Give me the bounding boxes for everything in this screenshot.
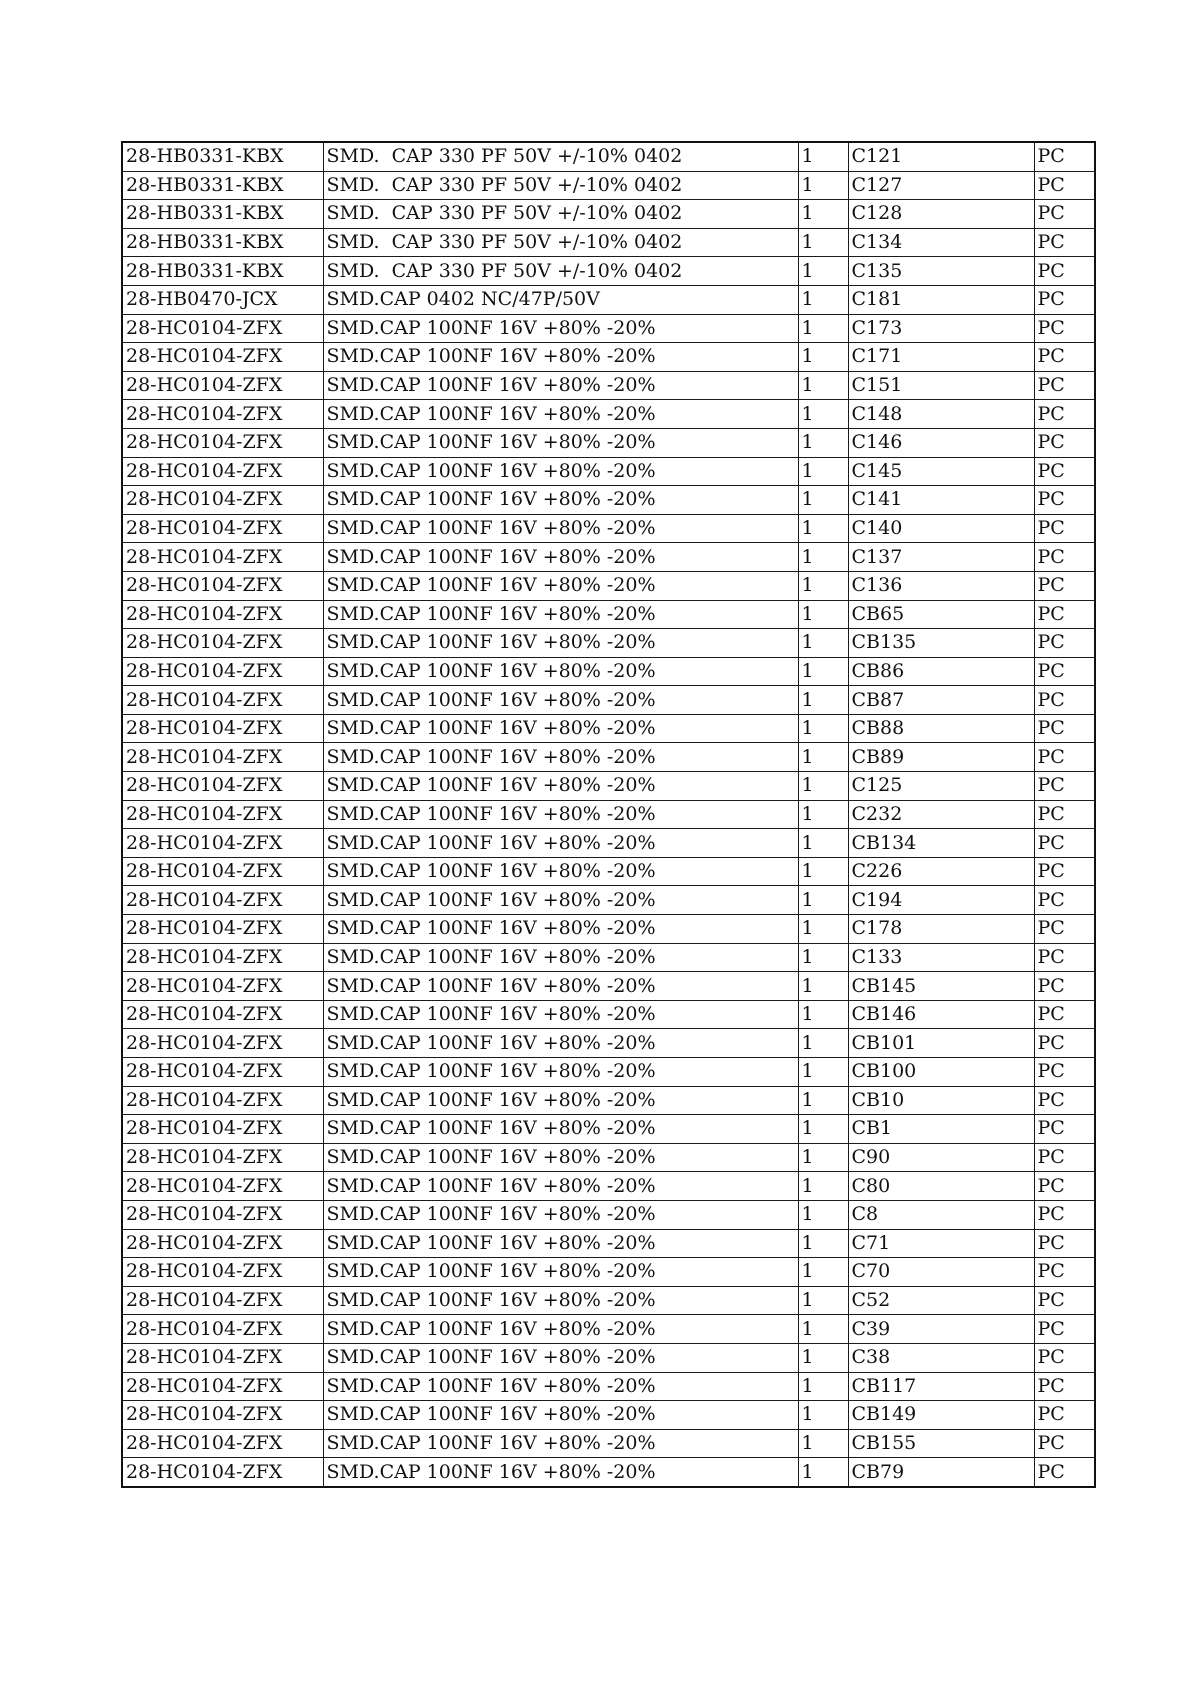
reference-designator-cell: C136 (848, 571, 1034, 600)
unit-cell: PC (1034, 486, 1095, 515)
part-number-cell: 28-HC0104-ZFX (122, 1115, 323, 1144)
quantity-cell: 1 (798, 972, 848, 1001)
part-number-cell: 28-HB0331-KBX (122, 142, 323, 171)
reference-designator-cell: C173 (848, 314, 1034, 343)
unit-cell: PC (1034, 686, 1095, 715)
table-row (122, 486, 1095, 515)
quantity-cell: 1 (798, 1115, 848, 1144)
table-row (122, 1372, 1095, 1401)
description-cell: SMD.CAP 100NF 16V +80% -20% (323, 1143, 798, 1172)
unit-cell: PC (1034, 543, 1095, 572)
table-row (122, 857, 1095, 886)
description-cell: SMD.CAP 100NF 16V +80% -20% (323, 1029, 798, 1058)
unit-cell: PC (1034, 600, 1095, 629)
description-cell: SMD.CAP 100NF 16V +80% -20% (323, 943, 798, 972)
description-cell: SMD. CAP 330 PF 50V +/-10% 0402 (323, 142, 798, 171)
quantity-cell: 1 (798, 257, 848, 286)
table-row (122, 1172, 1095, 1201)
reference-designator-cell: CB79 (848, 1458, 1034, 1487)
part-number-cell: 28-HC0104-ZFX (122, 629, 323, 658)
description-cell: SMD.CAP 100NF 16V +80% -20% (323, 1058, 798, 1087)
description-cell: SMD.CAP 100NF 16V +80% -20% (323, 600, 798, 629)
quantity-cell: 1 (798, 486, 848, 515)
table-row (122, 343, 1095, 372)
reference-designator-cell: CB88 (848, 714, 1034, 743)
reference-designator-cell: C171 (848, 343, 1034, 372)
unit-cell: PC (1034, 285, 1095, 314)
table-row (122, 743, 1095, 772)
description-cell: SMD.CAP 100NF 16V +80% -20% (323, 1315, 798, 1344)
unit-cell: PC (1034, 343, 1095, 372)
table-row (122, 543, 1095, 572)
table-row (122, 514, 1095, 543)
bom-table (121, 141, 1096, 1488)
description-cell: SMD.CAP 100NF 16V +80% -20% (323, 1172, 798, 1201)
description-cell: SMD.CAP 100NF 16V +80% -20% (323, 743, 798, 772)
part-number-cell: 28-HC0104-ZFX (122, 886, 323, 915)
description-cell: SMD.CAP 100NF 16V +80% -20% (323, 629, 798, 658)
description-cell: SMD. CAP 330 PF 50V +/-10% 0402 (323, 257, 798, 286)
unit-cell: PC (1034, 1172, 1095, 1201)
quantity-cell: 1 (798, 1000, 848, 1029)
unit-cell: PC (1034, 571, 1095, 600)
quantity-cell: 1 (798, 1058, 848, 1087)
table-row (122, 800, 1095, 829)
unit-cell: PC (1034, 886, 1095, 915)
reference-designator-cell: CB101 (848, 1029, 1034, 1058)
quantity-cell: 1 (798, 1458, 848, 1487)
unit-cell: PC (1034, 1115, 1095, 1144)
table-row (122, 772, 1095, 801)
part-number-cell: 28-HB0331-KBX (122, 200, 323, 229)
reference-designator-cell: CB149 (848, 1401, 1034, 1430)
quantity-cell: 1 (798, 772, 848, 801)
description-cell: SMD.CAP 100NF 16V +80% -20% (323, 1086, 798, 1115)
description-cell: SMD.CAP 100NF 16V +80% -20% (323, 686, 798, 715)
table-row (122, 200, 1095, 229)
table-row (122, 1143, 1095, 1172)
quantity-cell: 1 (798, 428, 848, 457)
table-row (122, 600, 1095, 629)
part-number-cell: 28-HC0104-ZFX (122, 428, 323, 457)
part-number-cell: 28-HC0104-ZFX (122, 829, 323, 858)
part-number-cell: 28-HC0104-ZFX (122, 1343, 323, 1372)
part-number-cell: 28-HC0104-ZFX (122, 1429, 323, 1458)
table-row (122, 657, 1095, 686)
quantity-cell: 1 (798, 228, 848, 257)
part-number-cell: 28-HC0104-ZFX (122, 972, 323, 1001)
table-row (122, 1086, 1095, 1115)
unit-cell: PC (1034, 457, 1095, 486)
description-cell: SMD.CAP 100NF 16V +80% -20% (323, 972, 798, 1001)
table-row (122, 285, 1095, 314)
table-row (122, 886, 1095, 915)
quantity-cell: 1 (798, 829, 848, 858)
unit-cell: PC (1034, 314, 1095, 343)
reference-designator-cell: C145 (848, 457, 1034, 486)
quantity-cell: 1 (798, 1372, 848, 1401)
description-cell: SMD.CAP 100NF 16V +80% -20% (323, 1286, 798, 1315)
part-number-cell: 28-HC0104-ZFX (122, 943, 323, 972)
description-cell: SMD.CAP 100NF 16V +80% -20% (323, 657, 798, 686)
table-row (122, 1458, 1095, 1487)
reference-designator-cell: CB65 (848, 600, 1034, 629)
unit-cell: PC (1034, 1000, 1095, 1029)
part-number-cell: 28-HC0104-ZFX (122, 314, 323, 343)
bom-table-body (122, 142, 1095, 1487)
reference-designator-cell: C232 (848, 800, 1034, 829)
reference-designator-cell: CB87 (848, 686, 1034, 715)
table-row (122, 943, 1095, 972)
part-number-cell: 28-HB0331-KBX (122, 228, 323, 257)
quantity-cell: 1 (798, 1286, 848, 1315)
unit-cell: PC (1034, 428, 1095, 457)
description-cell: SMD.CAP 100NF 16V +80% -20% (323, 1429, 798, 1458)
part-number-cell: 28-HC0104-ZFX (122, 857, 323, 886)
quantity-cell: 1 (798, 857, 848, 886)
quantity-cell: 1 (798, 1086, 848, 1115)
table-row (122, 1000, 1095, 1029)
description-cell: SMD.CAP 100NF 16V +80% -20% (323, 1000, 798, 1029)
unit-cell: PC (1034, 1372, 1095, 1401)
description-cell: SMD.CAP 100NF 16V +80% -20% (323, 1258, 798, 1287)
quantity-cell: 1 (798, 400, 848, 429)
part-number-cell: 28-HC0104-ZFX (122, 1029, 323, 1058)
part-number-cell: 28-HC0104-ZFX (122, 772, 323, 801)
quantity-cell: 1 (798, 1429, 848, 1458)
description-cell: SMD.CAP 100NF 16V +80% -20% (323, 857, 798, 886)
part-number-cell: 28-HC0104-ZFX (122, 514, 323, 543)
table-row (122, 371, 1095, 400)
unit-cell: PC (1034, 1086, 1095, 1115)
quantity-cell: 1 (798, 1200, 848, 1229)
part-number-cell: 28-HC0104-ZFX (122, 743, 323, 772)
reference-designator-cell: C134 (848, 228, 1034, 257)
table-row (122, 915, 1095, 944)
description-cell: SMD.CAP 100NF 16V +80% -20% (323, 457, 798, 486)
reference-designator-cell: C80 (848, 1172, 1034, 1201)
part-number-cell: 28-HC0104-ZFX (122, 343, 323, 372)
unit-cell: PC (1034, 1458, 1095, 1487)
part-number-cell: 28-HC0104-ZFX (122, 1200, 323, 1229)
table-row (122, 571, 1095, 600)
reference-designator-cell: C148 (848, 400, 1034, 429)
part-number-cell: 28-HC0104-ZFX (122, 1286, 323, 1315)
reference-designator-cell: CB117 (848, 1372, 1034, 1401)
unit-cell: PC (1034, 400, 1095, 429)
quantity-cell: 1 (798, 571, 848, 600)
part-number-cell: 28-HC0104-ZFX (122, 486, 323, 515)
reference-designator-cell: C38 (848, 1343, 1034, 1372)
part-number-cell: 28-HC0104-ZFX (122, 686, 323, 715)
table-row (122, 629, 1095, 658)
quantity-cell: 1 (798, 800, 848, 829)
table-row (122, 1258, 1095, 1287)
reference-designator-cell: CB134 (848, 829, 1034, 858)
part-number-cell: 28-HC0104-ZFX (122, 1058, 323, 1087)
description-cell: SMD. CAP 330 PF 50V +/-10% 0402 (323, 171, 798, 200)
table-row (122, 257, 1095, 286)
quantity-cell: 1 (798, 285, 848, 314)
reference-designator-cell: CB10 (848, 1086, 1034, 1115)
table-row (122, 1401, 1095, 1430)
unit-cell: PC (1034, 829, 1095, 858)
part-number-cell: 28-HC0104-ZFX (122, 1229, 323, 1258)
table-row (122, 1200, 1095, 1229)
unit-cell: PC (1034, 171, 1095, 200)
table-row (122, 171, 1095, 200)
table-row (122, 457, 1095, 486)
quantity-cell: 1 (798, 915, 848, 944)
reference-designator-cell: C70 (848, 1258, 1034, 1287)
quantity-cell: 1 (798, 343, 848, 372)
unit-cell: PC (1034, 1143, 1095, 1172)
reference-designator-cell: C121 (848, 142, 1034, 171)
reference-designator-cell: C128 (848, 200, 1034, 229)
quantity-cell: 1 (798, 1229, 848, 1258)
quantity-cell: 1 (798, 1029, 848, 1058)
table-row (122, 228, 1095, 257)
part-number-cell: 28-HC0104-ZFX (122, 915, 323, 944)
unit-cell: PC (1034, 943, 1095, 972)
reference-designator-cell: C52 (848, 1286, 1034, 1315)
reference-designator-cell: CB145 (848, 972, 1034, 1001)
part-number-cell: 28-HC0104-ZFX (122, 371, 323, 400)
quantity-cell: 1 (798, 1401, 848, 1430)
description-cell: SMD.CAP 100NF 16V +80% -20% (323, 1115, 798, 1144)
table-row (122, 1115, 1095, 1144)
unit-cell: PC (1034, 972, 1095, 1001)
description-cell: SMD.CAP 100NF 16V +80% -20% (323, 543, 798, 572)
quantity-cell: 1 (798, 886, 848, 915)
reference-designator-cell: C137 (848, 543, 1034, 572)
quantity-cell: 1 (798, 600, 848, 629)
unit-cell: PC (1034, 1286, 1095, 1315)
table-row (122, 1315, 1095, 1344)
reference-designator-cell: C181 (848, 285, 1034, 314)
description-cell: SMD.CAP 100NF 16V +80% -20% (323, 371, 798, 400)
description-cell: SMD.CAP 100NF 16V +80% -20% (323, 829, 798, 858)
description-cell: SMD.CAP 100NF 16V +80% -20% (323, 1229, 798, 1258)
quantity-cell: 1 (798, 1343, 848, 1372)
reference-designator-cell: CB100 (848, 1058, 1034, 1087)
part-number-cell: 28-HC0104-ZFX (122, 543, 323, 572)
reference-designator-cell: C125 (848, 772, 1034, 801)
description-cell: SMD.CAP 100NF 16V +80% -20% (323, 772, 798, 801)
unit-cell: PC (1034, 714, 1095, 743)
reference-designator-cell: C8 (848, 1200, 1034, 1229)
unit-cell: PC (1034, 857, 1095, 886)
description-cell: SMD.CAP 100NF 16V +80% -20% (323, 1343, 798, 1372)
table-row (122, 1429, 1095, 1458)
description-cell: SMD.CAP 100NF 16V +80% -20% (323, 314, 798, 343)
table-row (122, 1229, 1095, 1258)
table-row (122, 314, 1095, 343)
description-cell: SMD.CAP 100NF 16V +80% -20% (323, 800, 798, 829)
quantity-cell: 1 (798, 686, 848, 715)
description-cell: SMD.CAP 0402 NC/47P/50V (323, 285, 798, 314)
quantity-cell: 1 (798, 1172, 848, 1201)
unit-cell: PC (1034, 1315, 1095, 1344)
description-cell: SMD.CAP 100NF 16V +80% -20% (323, 714, 798, 743)
table-row (122, 1058, 1095, 1087)
reference-designator-cell: C178 (848, 915, 1034, 944)
unit-cell: PC (1034, 1429, 1095, 1458)
reference-designator-cell: C151 (848, 371, 1034, 400)
description-cell: SMD. CAP 330 PF 50V +/-10% 0402 (323, 200, 798, 229)
part-number-cell: 28-HC0104-ZFX (122, 457, 323, 486)
reference-designator-cell: C71 (848, 1229, 1034, 1258)
quantity-cell: 1 (798, 514, 848, 543)
part-number-cell: 28-HC0104-ZFX (122, 1000, 323, 1029)
description-cell: SMD. CAP 330 PF 50V +/-10% 0402 (323, 228, 798, 257)
part-number-cell: 28-HC0104-ZFX (122, 1172, 323, 1201)
unit-cell: PC (1034, 257, 1095, 286)
reference-designator-cell: C141 (848, 486, 1034, 515)
unit-cell: PC (1034, 1029, 1095, 1058)
reference-designator-cell: CB89 (848, 743, 1034, 772)
part-number-cell: 28-HC0104-ZFX (122, 1458, 323, 1487)
bom-sheet (121, 141, 1096, 1488)
reference-designator-cell: C140 (848, 514, 1034, 543)
unit-cell: PC (1034, 1343, 1095, 1372)
quantity-cell: 1 (798, 1143, 848, 1172)
table-row (122, 142, 1095, 171)
unit-cell: PC (1034, 142, 1095, 171)
unit-cell: PC (1034, 915, 1095, 944)
quantity-cell: 1 (798, 1315, 848, 1344)
quantity-cell: 1 (798, 142, 848, 171)
part-number-cell: 28-HC0104-ZFX (122, 657, 323, 686)
part-number-cell: 28-HC0104-ZFX (122, 1143, 323, 1172)
quantity-cell: 1 (798, 371, 848, 400)
unit-cell: PC (1034, 1200, 1095, 1229)
table-row (122, 829, 1095, 858)
description-cell: SMD.CAP 100NF 16V +80% -20% (323, 915, 798, 944)
reference-designator-cell: C194 (848, 886, 1034, 915)
table-row (122, 972, 1095, 1001)
reference-designator-cell: C135 (848, 257, 1034, 286)
description-cell: SMD.CAP 100NF 16V +80% -20% (323, 571, 798, 600)
reference-designator-cell: C90 (848, 1143, 1034, 1172)
quantity-cell: 1 (798, 200, 848, 229)
part-number-cell: 28-HC0104-ZFX (122, 1258, 323, 1287)
table-row (122, 1286, 1095, 1315)
description-cell: SMD.CAP 100NF 16V +80% -20% (323, 1458, 798, 1487)
part-number-cell: 28-HC0104-ZFX (122, 400, 323, 429)
unit-cell: PC (1034, 772, 1095, 801)
table-row (122, 1029, 1095, 1058)
part-number-cell: 28-HC0104-ZFX (122, 571, 323, 600)
unit-cell: PC (1034, 657, 1095, 686)
unit-cell: PC (1034, 514, 1095, 543)
unit-cell: PC (1034, 1258, 1095, 1287)
reference-designator-cell: CB1 (848, 1115, 1034, 1144)
part-number-cell: 28-HC0104-ZFX (122, 600, 323, 629)
quantity-cell: 1 (798, 457, 848, 486)
description-cell: SMD.CAP 100NF 16V +80% -20% (323, 514, 798, 543)
description-cell: SMD.CAP 100NF 16V +80% -20% (323, 1401, 798, 1430)
quantity-cell: 1 (798, 714, 848, 743)
unit-cell: PC (1034, 629, 1095, 658)
part-number-cell: 28-HC0104-ZFX (122, 1086, 323, 1115)
reference-designator-cell: C127 (848, 171, 1034, 200)
quantity-cell: 1 (798, 943, 848, 972)
quantity-cell: 1 (798, 171, 848, 200)
unit-cell: PC (1034, 228, 1095, 257)
description-cell: SMD.CAP 100NF 16V +80% -20% (323, 400, 798, 429)
description-cell: SMD.CAP 100NF 16V +80% -20% (323, 486, 798, 515)
description-cell: SMD.CAP 100NF 16V +80% -20% (323, 1200, 798, 1229)
unit-cell: PC (1034, 1058, 1095, 1087)
unit-cell: PC (1034, 743, 1095, 772)
part-number-cell: 28-HB0470-JCX (122, 285, 323, 314)
table-row (122, 714, 1095, 743)
reference-designator-cell: C133 (848, 943, 1034, 972)
description-cell: SMD.CAP 100NF 16V +80% -20% (323, 1372, 798, 1401)
table-row (122, 400, 1095, 429)
part-number-cell: 28-HC0104-ZFX (122, 714, 323, 743)
reference-designator-cell: CB155 (848, 1429, 1034, 1458)
reference-designator-cell: CB146 (848, 1000, 1034, 1029)
quantity-cell: 1 (798, 743, 848, 772)
description-cell: SMD.CAP 100NF 16V +80% -20% (323, 343, 798, 372)
unit-cell: PC (1034, 1401, 1095, 1430)
description-cell: SMD.CAP 100NF 16V +80% -20% (323, 428, 798, 457)
description-cell: SMD.CAP 100NF 16V +80% -20% (323, 886, 798, 915)
quantity-cell: 1 (798, 629, 848, 658)
reference-designator-cell: C226 (848, 857, 1034, 886)
unit-cell: PC (1034, 1229, 1095, 1258)
table-row (122, 686, 1095, 715)
table-row (122, 428, 1095, 457)
part-number-cell: 28-HC0104-ZFX (122, 800, 323, 829)
part-number-cell: 28-HB0331-KBX (122, 257, 323, 286)
part-number-cell: 28-HC0104-ZFX (122, 1315, 323, 1344)
quantity-cell: 1 (798, 314, 848, 343)
part-number-cell: 28-HC0104-ZFX (122, 1401, 323, 1430)
unit-cell: PC (1034, 371, 1095, 400)
reference-designator-cell: C39 (848, 1315, 1034, 1344)
table-row (122, 1343, 1095, 1372)
unit-cell: PC (1034, 200, 1095, 229)
unit-cell: PC (1034, 800, 1095, 829)
part-number-cell: 28-HB0331-KBX (122, 171, 323, 200)
quantity-cell: 1 (798, 657, 848, 686)
reference-designator-cell: CB86 (848, 657, 1034, 686)
quantity-cell: 1 (798, 543, 848, 572)
reference-designator-cell: CB135 (848, 629, 1034, 658)
reference-designator-cell: C146 (848, 428, 1034, 457)
part-number-cell: 28-HC0104-ZFX (122, 1372, 323, 1401)
quantity-cell: 1 (798, 1258, 848, 1287)
